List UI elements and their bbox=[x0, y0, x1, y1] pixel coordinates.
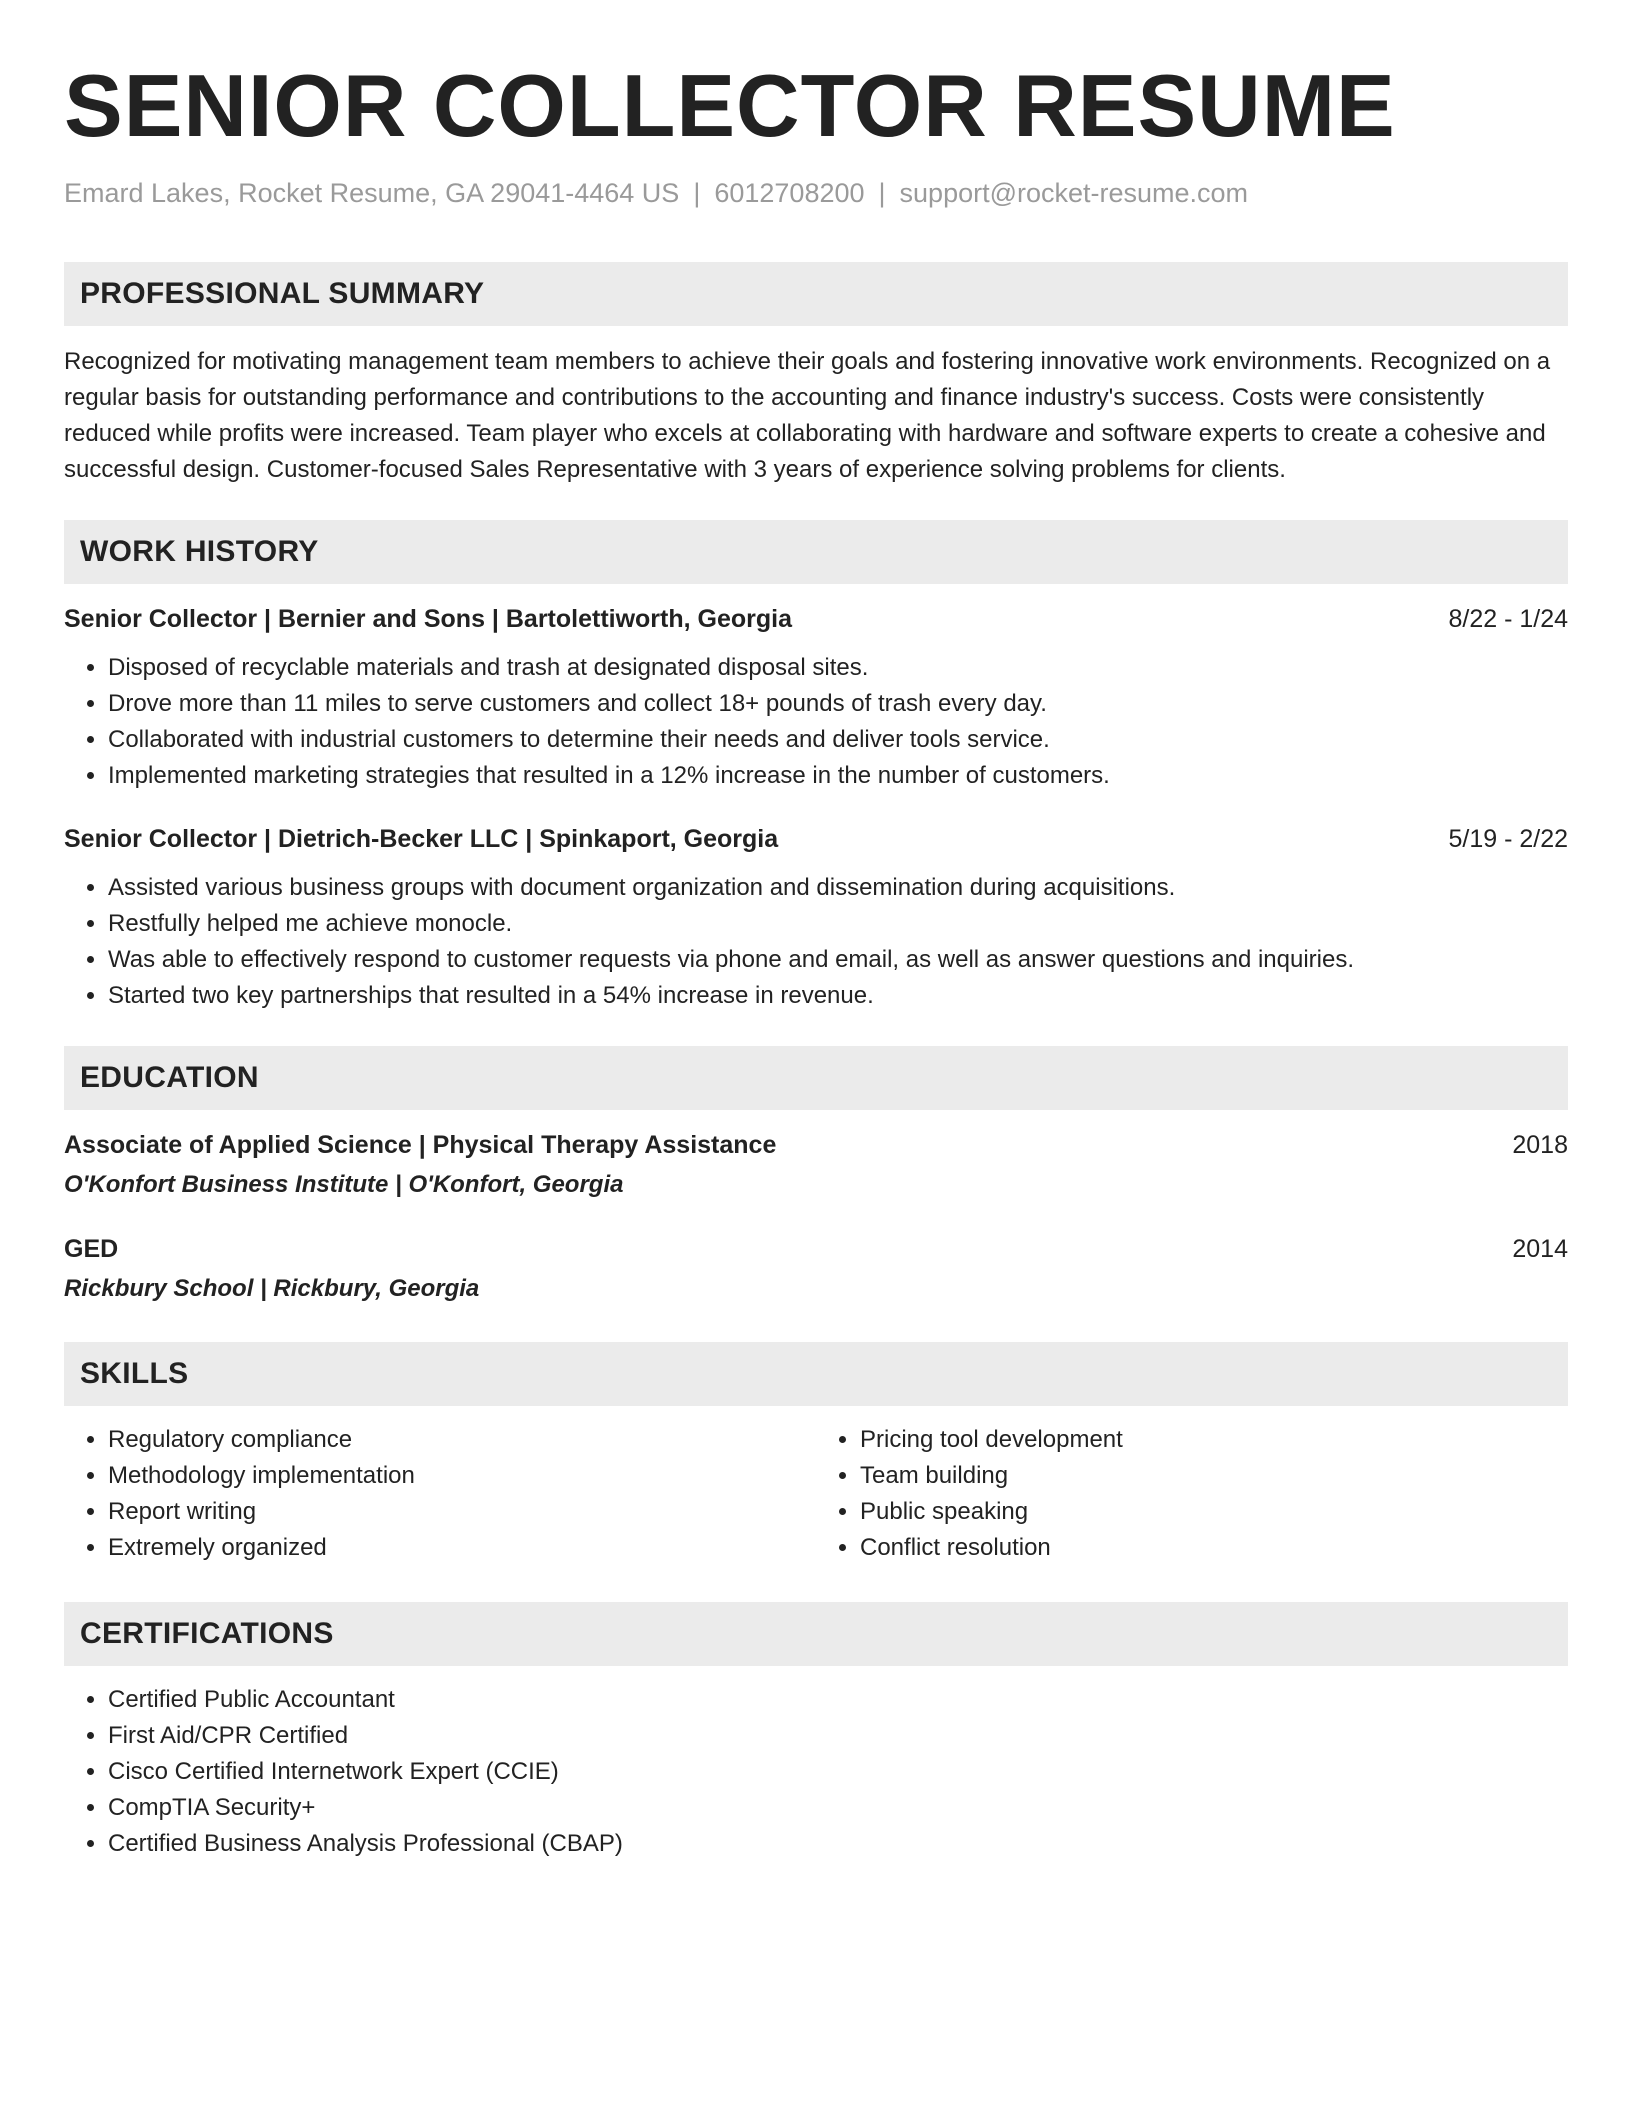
contact-separator: | bbox=[878, 178, 886, 208]
page-title: SENIOR COLLECTOR RESUME bbox=[64, 56, 1396, 155]
summary-text: Recognized for motivating management team members to achieve their goals and fostering innovative work environments. Recognized on a regular basis for outstanding performance and contributions to the accounting and finance industry's success. Costs were consistently reduced while profits were increased. Team player who excels at collaborating with hardware and software experts to create a cohesive and successful design. Customer-focused Sales Representative with 3 years of experience solving problems for clients. bbox=[64, 348, 1551, 483]
education-degree: GED bbox=[64, 1235, 119, 1263]
skill-item: • Methodology implementation bbox=[108, 1458, 816, 1494]
certification-item: • CompTIA Security+ bbox=[108, 1790, 1568, 1826]
skill-item: • Extremely organized bbox=[108, 1530, 816, 1566]
certifications-list bbox=[64, 1682, 1568, 1862]
contact-address: Emard Lakes, Rocket Resume, GA 29041-4464 US bbox=[64, 178, 680, 208]
education-year: 2018 bbox=[1512, 1131, 1568, 1159]
job-entry bbox=[64, 602, 1568, 794]
skill-item: • Report writing bbox=[108, 1494, 816, 1530]
certifications-list-wrapper bbox=[64, 1682, 1568, 1862]
skill-item: • Regulatory compliance bbox=[108, 1422, 816, 1458]
skill-item: • Conflict resolution bbox=[860, 1530, 1568, 1566]
skill-item: • Pricing tool development bbox=[860, 1422, 1568, 1458]
section-header-certifications: CERTIFICATIONS bbox=[64, 1602, 1568, 1666]
contact-separator: | bbox=[693, 178, 701, 208]
certification-item: • Certified Business Analysis Professional (CBAP) bbox=[108, 1826, 1568, 1862]
contact-email: support@rocket-resume.com bbox=[899, 178, 1249, 208]
skill-item: • Team building bbox=[860, 1458, 1568, 1494]
skills-grid bbox=[64, 1422, 1568, 1566]
education-entry bbox=[64, 1128, 1568, 1202]
section-header-education: EDUCATION bbox=[64, 1046, 1568, 1110]
section-header-summary: PROFESSIONAL SUMMARY bbox=[64, 262, 1568, 326]
job-title-line: Senior Collector | Dietrich-Becker LLC | Spinkaport, Georgia bbox=[64, 825, 779, 853]
education-year: 2014 bbox=[1512, 1235, 1568, 1263]
education-degree: Associate of Applied Science | Physical Therapy Assistance bbox=[64, 1131, 777, 1159]
job-bullets bbox=[64, 650, 1568, 794]
job-dates: 5/19 - 2/22 bbox=[1448, 825, 1568, 853]
education-header bbox=[64, 1128, 1568, 1162]
job-title-line: Senior Collector | Bernier and Sons | Bartolettiworth, Georgia bbox=[64, 605, 792, 633]
contact-line bbox=[64, 176, 1568, 210]
certification-item: • Certified Public Accountant bbox=[108, 1682, 1568, 1718]
job-header bbox=[64, 822, 1568, 856]
education-school: Rickbury School | Rickbury, Georgia bbox=[64, 1275, 480, 1302]
skill-item: • Public speaking bbox=[860, 1494, 1568, 1530]
job-bullet: • Collaborated with industrial customers to determine their needs and deliver tools service. bbox=[108, 722, 1568, 758]
job-bullet: • Was able to effectively respond to customer requests via phone and email, as well as answer questions and inquiries. bbox=[108, 942, 1568, 978]
section-header-skills: SKILLS bbox=[64, 1342, 1568, 1406]
skills-column-right bbox=[816, 1422, 1568, 1566]
job-bullets bbox=[64, 870, 1568, 1014]
job-entry bbox=[64, 822, 1568, 1014]
job-bullet: • Restfully helped me achieve monocle. bbox=[108, 906, 1568, 942]
certification-item: • Cisco Certified Internetwork Expert (CCIE) bbox=[108, 1754, 1568, 1790]
job-header bbox=[64, 602, 1568, 636]
job-bullet: • Implemented marketing strategies that resulted in a 12% increase in the number of customers. bbox=[108, 758, 1568, 794]
skills-column-left bbox=[64, 1422, 816, 1566]
education-school: O'Konfort Business Institute | O'Konfort, Georgia bbox=[64, 1171, 624, 1198]
job-bullet: • Assisted various business groups with document organization and dissemination during acquisitions. bbox=[108, 870, 1568, 906]
job-bullet: • Drove more than 11 miles to serve customers and collect 18+ pounds of trash every day. bbox=[108, 686, 1568, 722]
section-header-work-history: WORK HISTORY bbox=[64, 520, 1568, 584]
job-bullet: • Started two key partnerships that resulted in a 54% increase in revenue. bbox=[108, 978, 1568, 1014]
education-header bbox=[64, 1232, 1568, 1266]
job-dates: 8/22 - 1/24 bbox=[1448, 605, 1568, 633]
education-entry bbox=[64, 1232, 1568, 1306]
contact-phone: 6012708200 bbox=[714, 178, 865, 208]
certification-item: • First Aid/CPR Certified bbox=[108, 1718, 1568, 1754]
job-bullet: • Disposed of recyclable materials and trash at designated disposal sites. bbox=[108, 650, 1568, 686]
